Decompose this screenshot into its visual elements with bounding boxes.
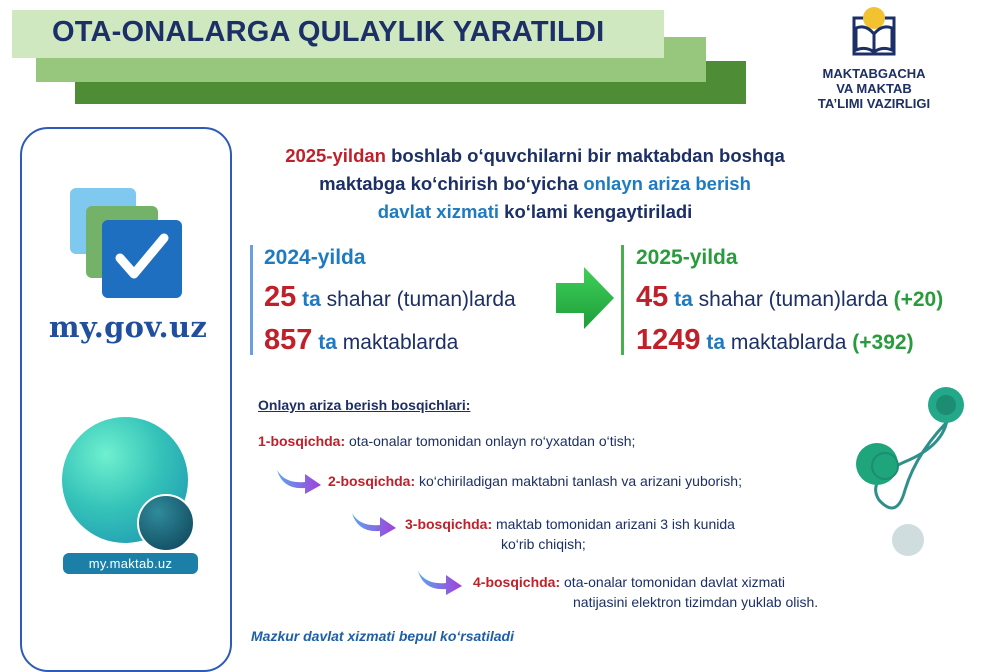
ministry-line-1: MAKTABGACHA — [822, 66, 926, 81]
footer-note: Mazkur davlat xizmati bepul ko‘rsatiladi — [251, 628, 514, 644]
stat-number: 857 — [264, 324, 313, 356]
step-2 — [328, 471, 742, 491]
stat-text: shahar (tuman)larda — [326, 288, 516, 311]
stat-text: maktablarda — [342, 331, 459, 354]
step-text: ota-onalar tomonidan davlat xizmati — [564, 574, 786, 590]
step-1 — [258, 431, 635, 451]
step-text: ota-onalar tomonidan onlayn ro‘yxatdan o‘tish; — [349, 433, 636, 449]
stat-2025-schools — [636, 324, 914, 357]
steps-title: Onlayn ariza berish bosqichlari: — [258, 397, 471, 413]
step-arrow-icon — [275, 466, 323, 494]
stat-text: maktablarda — [730, 331, 847, 354]
decorative-dots — [835, 380, 995, 580]
step-label: 4-bosqichda: — [473, 574, 561, 590]
headline-text-3: ko‘lami kengaytiriladi — [499, 201, 693, 222]
stat-number: 1249 — [636, 324, 701, 356]
step-text-continued: natijasini elektron tizimdan yuklab olish. — [573, 594, 819, 610]
headline-line-2 — [240, 170, 830, 198]
step-label: 3-bosqichda: — [405, 516, 493, 532]
stat-ta: ta — [302, 288, 321, 311]
green-arrow-icon — [556, 267, 614, 329]
step-arrow-icon — [350, 509, 398, 537]
stat-ta: ta — [318, 331, 337, 354]
page-title: OTA-ONALARGA QULAYLIK YARATILDI — [52, 16, 605, 48]
step-text: ko‘chiriladigan maktabni tanlash va arizani yuborish; — [419, 473, 742, 489]
step-label: 1-bosqichda: — [258, 433, 346, 449]
stat-delta: (+20) — [893, 288, 944, 311]
divider-2025 — [621, 245, 624, 355]
stat-number: 25 — [264, 281, 297, 313]
stat-number: 45 — [636, 281, 669, 313]
divider-2024 — [250, 245, 253, 355]
headline-text-2: maktabga ko‘chirish bo‘yicha — [319, 173, 584, 194]
year-2024: 2024-yilda — [264, 246, 366, 269]
ministry-book-icon — [848, 4, 900, 56]
step-label: 2-bosqichda: — [328, 473, 416, 489]
stat-2024-cities — [264, 281, 516, 314]
stat-delta: (+392) — [852, 331, 914, 354]
stat-2025-cities — [636, 281, 943, 314]
stat-text: shahar (tuman)larda — [698, 288, 888, 311]
stat-2024-schools — [264, 324, 458, 357]
step-text-continued: ko‘rib chiqish; — [501, 536, 586, 552]
ministry-line-3: TA’LIMI VAZIRLIGI — [817, 96, 931, 111]
headline-line-1 — [240, 142, 830, 170]
year-2025: 2025-yilda — [636, 246, 738, 269]
step-text: maktab tomonidan arizani 3 ish kunida — [496, 516, 735, 532]
headline-highlight-2: davlat xizmati — [377, 201, 500, 222]
mygov-check-icon — [68, 186, 188, 298]
ministry-line-2: VA MAKTAB — [836, 81, 912, 96]
headline-year: 2025-yildan — [285, 145, 386, 166]
headline-highlight-1: onlayn ariza berish — [583, 173, 751, 194]
headline — [240, 142, 830, 226]
headline-text-1: boshlab o‘quvchilarni bir maktabdan boshqa — [385, 145, 785, 166]
stat-ta: ta — [674, 288, 693, 311]
headline-line-3 — [240, 198, 830, 226]
maktab-label[interactable]: my.maktab.uz — [63, 553, 198, 574]
stat-ta: ta — [706, 331, 726, 354]
step-3 — [405, 514, 735, 554]
mygov-label[interactable]: my.gov.uz — [48, 310, 208, 344]
maktab-circle-small — [137, 494, 195, 552]
step-4 — [473, 572, 818, 612]
step-arrow-icon — [416, 567, 464, 595]
ministry-name — [790, 66, 958, 111]
